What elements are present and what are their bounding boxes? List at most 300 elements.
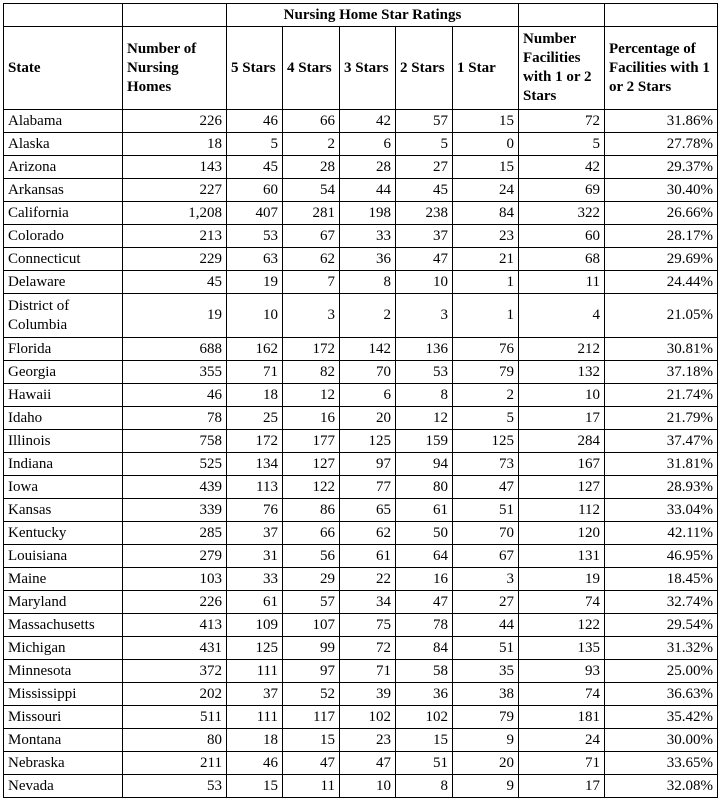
value-cell: 36: [396, 683, 453, 706]
value-cell: 0: [453, 133, 519, 156]
value-cell: 76: [453, 338, 519, 361]
state-cell: Georgia: [4, 361, 123, 384]
value-cell: 3: [396, 294, 453, 338]
value-cell: 103: [123, 568, 227, 591]
value-cell: 42: [519, 156, 605, 179]
value-cell: 78: [123, 407, 227, 430]
state-cell: Delaware: [4, 271, 123, 294]
value-cell: 372: [123, 660, 227, 683]
value-cell: 37: [227, 522, 283, 545]
value-cell: 71: [340, 660, 396, 683]
value-cell: 52: [283, 683, 340, 706]
value-cell: 53: [227, 225, 283, 248]
value-cell: 60: [227, 179, 283, 202]
value-cell: 122: [519, 614, 605, 637]
value-cell: 122: [283, 476, 340, 499]
state-cell: Maine: [4, 568, 123, 591]
value-cell: 31.32%: [605, 637, 718, 660]
state-cell: Idaho: [4, 407, 123, 430]
value-cell: 94: [396, 453, 453, 476]
value-cell: 162: [227, 338, 283, 361]
value-cell: 79: [453, 361, 519, 384]
value-cell: 77: [340, 476, 396, 499]
value-cell: 66: [283, 110, 340, 133]
value-cell: 127: [519, 476, 605, 499]
table-row: [4, 294, 718, 338]
table-row: [4, 133, 718, 156]
value-cell: 18: [227, 384, 283, 407]
table-row: [4, 683, 718, 706]
value-cell: 70: [340, 361, 396, 384]
table-row: [4, 453, 718, 476]
star-ratings-table: [3, 3, 718, 798]
value-cell: 2: [283, 133, 340, 156]
value-cell: 32.74%: [605, 591, 718, 614]
value-cell: 21.79%: [605, 407, 718, 430]
value-cell: 46: [227, 110, 283, 133]
table-row: [4, 637, 718, 660]
value-cell: 21.74%: [605, 384, 718, 407]
value-cell: 1,208: [123, 202, 227, 225]
value-cell: 63: [227, 248, 283, 271]
value-cell: 47: [453, 476, 519, 499]
state-cell: Arkansas: [4, 179, 123, 202]
value-cell: 74: [519, 683, 605, 706]
table-row: [4, 179, 718, 202]
value-cell: 136: [396, 338, 453, 361]
state-cell: Nebraska: [4, 752, 123, 775]
value-cell: 134: [227, 453, 283, 476]
table-row: [4, 729, 718, 752]
value-cell: 57: [396, 110, 453, 133]
value-cell: 44: [340, 179, 396, 202]
value-cell: 31.81%: [605, 453, 718, 476]
value-cell: 11: [519, 271, 605, 294]
value-cell: 71: [519, 752, 605, 775]
value-cell: 15: [283, 729, 340, 752]
value-cell: 117: [283, 706, 340, 729]
value-cell: 24: [519, 729, 605, 752]
table-row: [4, 225, 718, 248]
table-row: [4, 156, 718, 179]
value-cell: 10: [227, 294, 283, 338]
value-cell: 82: [283, 361, 340, 384]
value-cell: 28: [283, 156, 340, 179]
state-cell: Indiana: [4, 453, 123, 476]
table-body: [4, 110, 718, 798]
value-cell: 10: [519, 384, 605, 407]
value-cell: 51: [453, 499, 519, 522]
table-row: [4, 271, 718, 294]
value-cell: 74: [519, 591, 605, 614]
value-cell: 431: [123, 637, 227, 660]
value-cell: 3: [283, 294, 340, 338]
value-cell: 61: [396, 499, 453, 522]
table-row: [4, 248, 718, 271]
value-cell: 525: [123, 453, 227, 476]
value-cell: 15: [227, 775, 283, 798]
col-header-4-stars: 4 Stars: [283, 27, 340, 110]
value-cell: 24.44%: [605, 271, 718, 294]
value-cell: 439: [123, 476, 227, 499]
value-cell: 72: [340, 637, 396, 660]
value-cell: 8: [396, 775, 453, 798]
value-cell: 37.47%: [605, 430, 718, 453]
value-cell: 20: [453, 752, 519, 775]
value-cell: 42: [340, 110, 396, 133]
value-cell: 27: [453, 591, 519, 614]
value-cell: 109: [227, 614, 283, 637]
col-header-5-stars: 5 Stars: [227, 27, 283, 110]
value-cell: 47: [283, 752, 340, 775]
value-cell: 202: [123, 683, 227, 706]
value-cell: 36.63%: [605, 683, 718, 706]
value-cell: 181: [519, 706, 605, 729]
value-cell: 30.40%: [605, 179, 718, 202]
value-cell: 93: [519, 660, 605, 683]
value-cell: 11: [283, 775, 340, 798]
value-cell: 36: [340, 248, 396, 271]
value-cell: 80: [123, 729, 227, 752]
state-cell: Mississippi: [4, 683, 123, 706]
value-cell: 37: [396, 225, 453, 248]
value-cell: 61: [340, 545, 396, 568]
value-cell: 213: [123, 225, 227, 248]
state-cell: Missouri: [4, 706, 123, 729]
value-cell: 34: [340, 591, 396, 614]
value-cell: 1: [453, 294, 519, 338]
value-cell: 4: [519, 294, 605, 338]
value-cell: 46: [123, 384, 227, 407]
col-header-3-stars: 3 Stars: [340, 27, 396, 110]
table-row: [4, 476, 718, 499]
value-cell: 413: [123, 614, 227, 637]
value-cell: 73: [453, 453, 519, 476]
value-cell: 8: [340, 271, 396, 294]
value-cell: 54: [283, 179, 340, 202]
value-cell: 28.17%: [605, 225, 718, 248]
state-cell: California: [4, 202, 123, 225]
col-header-2-stars: 2 Stars: [396, 27, 453, 110]
value-cell: 7: [283, 271, 340, 294]
value-cell: 177: [283, 430, 340, 453]
value-cell: 6: [340, 384, 396, 407]
value-cell: 26.66%: [605, 202, 718, 225]
value-cell: 17: [519, 775, 605, 798]
value-cell: 42.11%: [605, 522, 718, 545]
value-cell: 67: [453, 545, 519, 568]
value-cell: 15: [396, 729, 453, 752]
value-cell: 5: [396, 133, 453, 156]
value-cell: 142: [340, 338, 396, 361]
value-cell: 60: [519, 225, 605, 248]
value-cell: 28: [340, 156, 396, 179]
table-row: [4, 202, 718, 225]
value-cell: 19: [519, 568, 605, 591]
group-header-row: [4, 4, 718, 27]
value-cell: 99: [283, 637, 340, 660]
value-cell: 19: [123, 294, 227, 338]
value-cell: 132: [519, 361, 605, 384]
value-cell: 18.45%: [605, 568, 718, 591]
value-cell: 21: [453, 248, 519, 271]
value-cell: 86: [283, 499, 340, 522]
value-cell: 111: [227, 660, 283, 683]
value-cell: 72: [519, 110, 605, 133]
value-cell: 84: [396, 637, 453, 660]
state-cell: Nevada: [4, 775, 123, 798]
value-cell: 9: [453, 729, 519, 752]
value-cell: 102: [340, 706, 396, 729]
state-cell: Iowa: [4, 476, 123, 499]
value-cell: 113: [227, 476, 283, 499]
value-cell: 79: [453, 706, 519, 729]
value-cell: 84: [453, 202, 519, 225]
value-cell: 68: [519, 248, 605, 271]
table-row: [4, 430, 718, 453]
value-cell: 15: [453, 156, 519, 179]
value-cell: 29.37%: [605, 156, 718, 179]
value-cell: 102: [396, 706, 453, 729]
value-cell: 33: [227, 568, 283, 591]
value-cell: 339: [123, 499, 227, 522]
value-cell: 53: [396, 361, 453, 384]
value-cell: 12: [283, 384, 340, 407]
value-cell: 47: [396, 591, 453, 614]
value-cell: 47: [340, 752, 396, 775]
value-cell: 24: [453, 179, 519, 202]
value-cell: 10: [340, 775, 396, 798]
table-row: [4, 591, 718, 614]
value-cell: 17: [519, 407, 605, 430]
table-row: [4, 706, 718, 729]
value-cell: 2: [340, 294, 396, 338]
value-cell: 50: [396, 522, 453, 545]
col-header-state: State: [4, 27, 123, 110]
value-cell: 120: [519, 522, 605, 545]
table-row: [4, 361, 718, 384]
table-row: [4, 338, 718, 361]
state-cell: District of Columbia: [4, 294, 123, 338]
value-cell: 62: [340, 522, 396, 545]
value-cell: 27.78%: [605, 133, 718, 156]
value-cell: 127: [283, 453, 340, 476]
value-cell: 6: [340, 133, 396, 156]
value-cell: 51: [396, 752, 453, 775]
value-cell: 15: [453, 110, 519, 133]
state-cell: Minnesota: [4, 660, 123, 683]
value-cell: 64: [396, 545, 453, 568]
state-cell: Michigan: [4, 637, 123, 660]
value-cell: 78: [396, 614, 453, 637]
value-cell: 33.65%: [605, 752, 718, 775]
value-cell: 76: [227, 499, 283, 522]
state-cell: Kentucky: [4, 522, 123, 545]
value-cell: 12: [396, 407, 453, 430]
state-cell: Montana: [4, 729, 123, 752]
value-cell: 51: [453, 637, 519, 660]
value-cell: 143: [123, 156, 227, 179]
value-cell: 21.05%: [605, 294, 718, 338]
value-cell: 322: [519, 202, 605, 225]
col-header-1-star: 1 Star: [453, 27, 519, 110]
value-cell: 5: [519, 133, 605, 156]
value-cell: 5: [227, 133, 283, 156]
state-cell: Kansas: [4, 499, 123, 522]
value-cell: 18: [123, 133, 227, 156]
value-cell: 31: [227, 545, 283, 568]
value-cell: 125: [453, 430, 519, 453]
state-cell: Alabama: [4, 110, 123, 133]
value-cell: 111: [227, 706, 283, 729]
value-cell: 238: [396, 202, 453, 225]
value-cell: 71: [227, 361, 283, 384]
table-row: [4, 407, 718, 430]
value-cell: 3: [453, 568, 519, 591]
value-cell: 159: [396, 430, 453, 453]
column-header-row: [4, 27, 718, 110]
value-cell: 61: [227, 591, 283, 614]
value-cell: 198: [340, 202, 396, 225]
value-cell: 355: [123, 361, 227, 384]
value-cell: 29.69%: [605, 248, 718, 271]
value-cell: 58: [396, 660, 453, 683]
state-cell: Maryland: [4, 591, 123, 614]
value-cell: 56: [283, 545, 340, 568]
value-cell: 35: [453, 660, 519, 683]
value-cell: 69: [519, 179, 605, 202]
table-row: [4, 775, 718, 798]
value-cell: 9: [453, 775, 519, 798]
table-row: [4, 499, 718, 522]
value-cell: 29.54%: [605, 614, 718, 637]
value-cell: 2: [453, 384, 519, 407]
value-cell: 167: [519, 453, 605, 476]
value-cell: 46: [227, 752, 283, 775]
value-cell: 25: [227, 407, 283, 430]
value-cell: 23: [453, 225, 519, 248]
value-cell: 18: [227, 729, 283, 752]
value-cell: 511: [123, 706, 227, 729]
value-cell: 125: [227, 637, 283, 660]
value-cell: 75: [340, 614, 396, 637]
value-cell: 135: [519, 637, 605, 660]
value-cell: 131: [519, 545, 605, 568]
value-cell: 20: [340, 407, 396, 430]
value-cell: 758: [123, 430, 227, 453]
value-cell: 28.93%: [605, 476, 718, 499]
value-cell: 53: [123, 775, 227, 798]
value-cell: 62: [283, 248, 340, 271]
value-cell: 97: [340, 453, 396, 476]
value-cell: 226: [123, 110, 227, 133]
value-cell: 172: [283, 338, 340, 361]
table-row: [4, 568, 718, 591]
value-cell: 70: [453, 522, 519, 545]
value-cell: 229: [123, 248, 227, 271]
state-cell: Connecticut: [4, 248, 123, 271]
value-cell: 16: [283, 407, 340, 430]
value-cell: 32.08%: [605, 775, 718, 798]
table-row: [4, 384, 718, 407]
value-cell: 33.04%: [605, 499, 718, 522]
value-cell: 80: [396, 476, 453, 499]
value-cell: 281: [283, 202, 340, 225]
state-cell: Alaska: [4, 133, 123, 156]
value-cell: 39: [340, 683, 396, 706]
value-cell: 279: [123, 545, 227, 568]
col-header-num-homes: Number of Nursing Homes: [123, 27, 227, 110]
value-cell: 33: [340, 225, 396, 248]
value-cell: 16: [396, 568, 453, 591]
value-cell: 211: [123, 752, 227, 775]
value-cell: 37: [227, 683, 283, 706]
value-cell: 27: [396, 156, 453, 179]
value-cell: 67: [283, 225, 340, 248]
value-cell: 23: [340, 729, 396, 752]
state-cell: Illinois: [4, 430, 123, 453]
table-row: [4, 522, 718, 545]
value-cell: 30.81%: [605, 338, 718, 361]
value-cell: 37.18%: [605, 361, 718, 384]
state-cell: Colorado: [4, 225, 123, 248]
value-cell: 97: [283, 660, 340, 683]
value-cell: 226: [123, 591, 227, 614]
value-cell: 31.86%: [605, 110, 718, 133]
value-cell: 112: [519, 499, 605, 522]
value-cell: 30.00%: [605, 729, 718, 752]
table-row: [4, 614, 718, 637]
value-cell: 45: [227, 156, 283, 179]
value-cell: 212: [519, 338, 605, 361]
value-cell: 45: [123, 271, 227, 294]
value-cell: 66: [283, 522, 340, 545]
value-cell: 38: [453, 683, 519, 706]
group-header: Nursing Home Star Ratings: [227, 4, 519, 27]
value-cell: 44: [453, 614, 519, 637]
value-cell: 57: [283, 591, 340, 614]
value-cell: 688: [123, 338, 227, 361]
value-cell: 227: [123, 179, 227, 202]
state-cell: Arizona: [4, 156, 123, 179]
value-cell: 22: [340, 568, 396, 591]
table-row: [4, 752, 718, 775]
value-cell: 125: [340, 430, 396, 453]
value-cell: 172: [227, 430, 283, 453]
value-cell: 8: [396, 384, 453, 407]
state-cell: Massachusetts: [4, 614, 123, 637]
value-cell: 46.95%: [605, 545, 718, 568]
value-cell: 47: [396, 248, 453, 271]
value-cell: 107: [283, 614, 340, 637]
table-row: [4, 545, 718, 568]
value-cell: 19: [227, 271, 283, 294]
table-row: [4, 110, 718, 133]
value-cell: 65: [340, 499, 396, 522]
value-cell: 285: [123, 522, 227, 545]
value-cell: 29: [283, 568, 340, 591]
state-cell: Hawaii: [4, 384, 123, 407]
col-header-num-low: Number Facilities with 1 or 2 Stars: [519, 27, 605, 110]
value-cell: 5: [453, 407, 519, 430]
value-cell: 35.42%: [605, 706, 718, 729]
value-cell: 25.00%: [605, 660, 718, 683]
value-cell: 10: [396, 271, 453, 294]
value-cell: 45: [396, 179, 453, 202]
state-cell: Louisiana: [4, 545, 123, 568]
state-cell: Florida: [4, 338, 123, 361]
value-cell: 1: [453, 271, 519, 294]
